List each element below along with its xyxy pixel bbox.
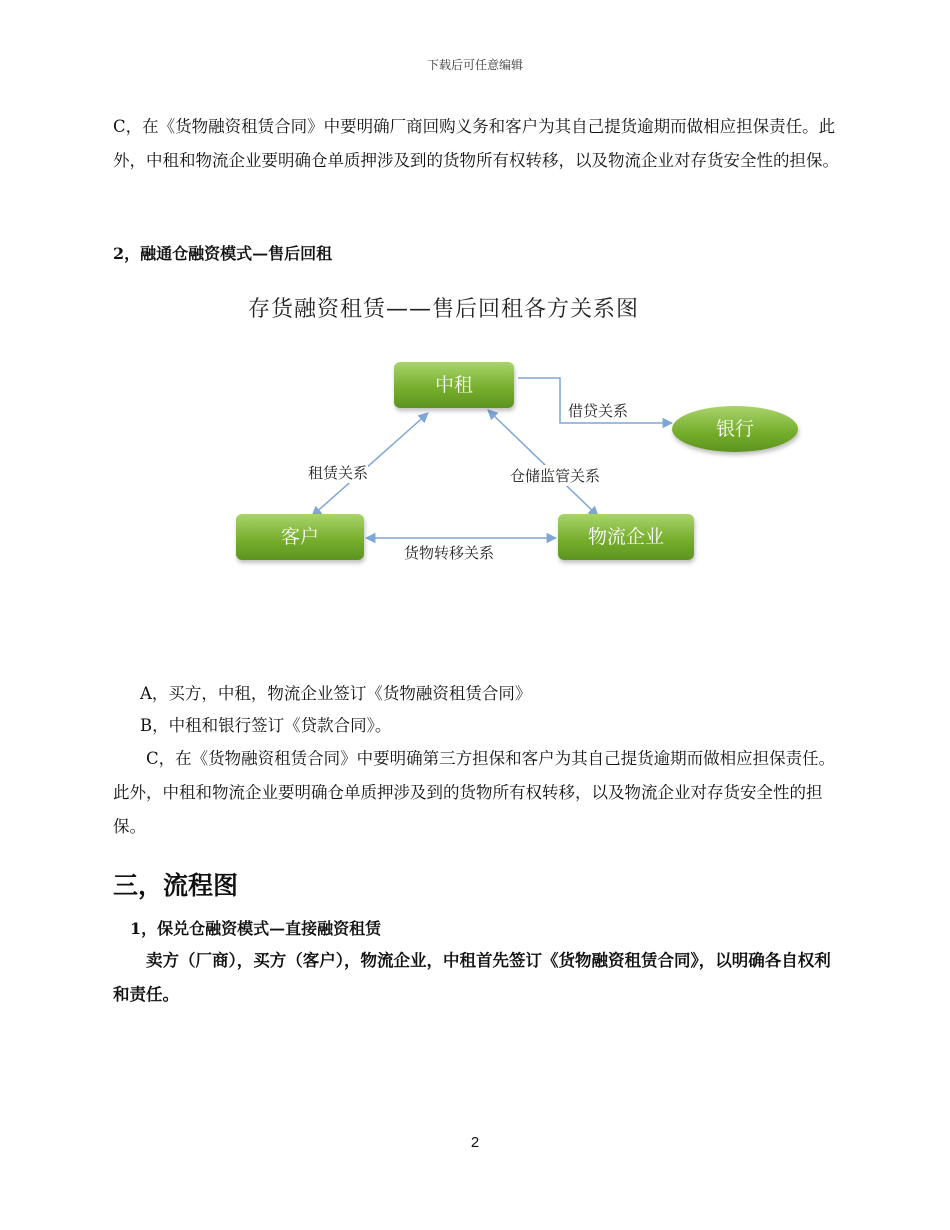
subsection-heading-1: 1，保兑仓融资模式—直接融资租赁 [130, 919, 382, 938]
edge-label-transfer: 货物转移关系 [404, 544, 495, 562]
node-customer: 客户 [236, 514, 364, 560]
section-title: 三，流程图 [113, 871, 239, 900]
page-number: 2 [470, 1134, 480, 1151]
paragraph-c-first: C，在《货物融资租赁合同》中要明确厂商回购义务和客户为其自己提货逾期而做相应担保责任。此外，中租和物流企业要明确仓单质押涉及到的货物所有权转移，以及物流企业对存货安全性的担保。 [113, 117, 839, 170]
edge-label-lease: 租赁关系 [308, 464, 369, 482]
list-item-b: B，中租和银行签订《贷款合同》。 [140, 716, 392, 735]
header-note: 下载后可任意编辑 [426, 58, 523, 72]
node-logistics: 物流企业 [558, 514, 694, 560]
node-bank: 银行 [672, 406, 798, 452]
paragraph-intro: 卖方（厂商），买方（客户），物流企业，中租首先签订《货物融资租赁合同》，以明确各自权利和责任。 [113, 951, 831, 1004]
subsection-heading-2: 2，融通仓融资模式—售后回租 [113, 244, 333, 263]
paragraph-c-second: C，在《货物融资租赁合同》中要明确第三方担保和客户为其自己提货逾期而做相应担保责任。此外，中租和物流企业要明确仓单质押涉及到的货物所有权转移，以及物流企业对存货安全性的担保。 [113, 749, 836, 836]
diagram-title: 存货融资租赁——售后回租各方关系图 [248, 297, 640, 322]
relationship-diagram [220, 290, 810, 580]
node-zhongzu: 中租 [394, 362, 514, 408]
storage-arrow [488, 410, 601, 516]
list-item-a: A，买方，中租，物流企业签订《货物融资租赁合同》 [140, 684, 532, 703]
edge-label-storage: 仓储监管关系 [510, 467, 601, 485]
edge-label-loan: 借贷关系 [568, 402, 629, 420]
